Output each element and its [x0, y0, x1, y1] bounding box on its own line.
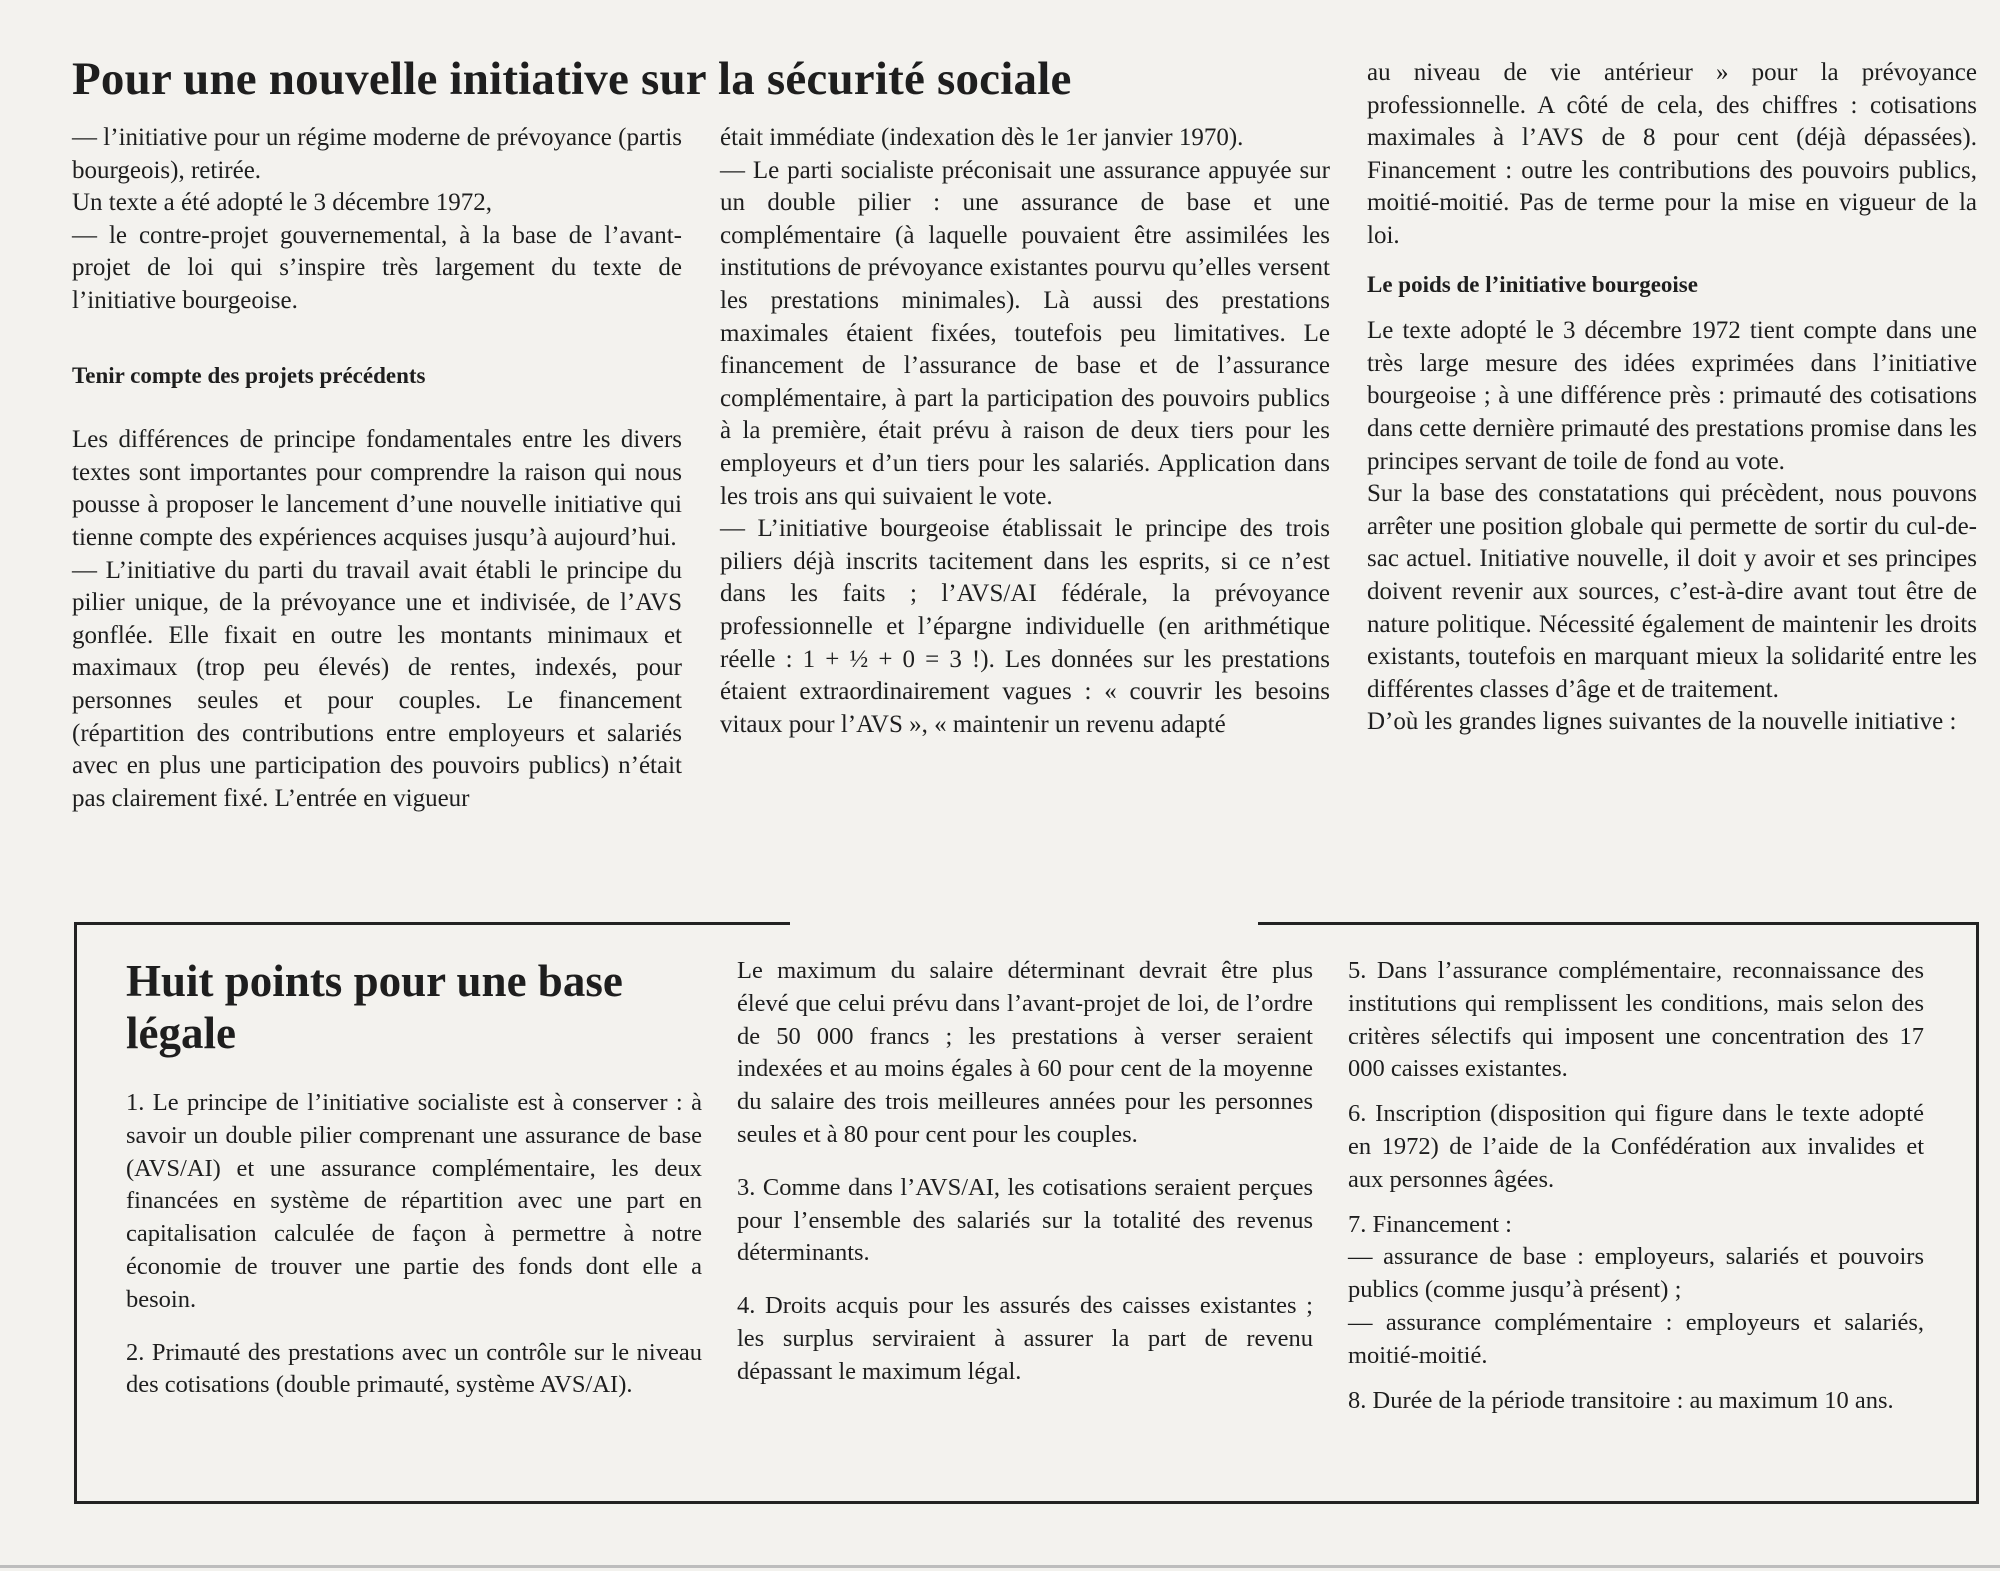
point-3: 3. Comme dans l’AVS/AI, les cotisations seraient perçues pour l’ensemble des salariés sur la totalité des revenus déterminants. [737, 1173, 1313, 1267]
subheading: Tenir compte des projets précédents [72, 362, 426, 388]
point-5: 5. Dans l’assurance complémentaire, reconnaissance des institutions qui remplissent les conditions, mais selon des critères sélectifs qui imposent une concentration des 17 000 caisses existantes. [1348, 957, 1924, 1083]
paragraph: Sur la base des constatations qui précèdent, nous pouvons arrêter une position globale qui permette de sortir du cul-de-sac actuel. Initiative nouvelle, il doit y avoir et ses principes doivent revenir aux sources, c’est-à-dire avant tout être de nature politique. Nécessité également de maintenir les droits existants, toutefois en marquant mieux la solidarité entre les différentes classes d’âge et de traitement. [1367, 480, 1977, 703]
subheading: Le poids de l’initiative bourgeoise [1367, 271, 1698, 297]
point-7-item-b: — assurance complémentaire : employeurs et salariés, moitié-moitié. [1348, 1308, 1924, 1369]
article-title: Pour une nouvelle initiative sur la sécurité sociale [72, 53, 1072, 105]
paragraph: — L’initiative bourgeoise établissait le principe des trois piliers déjà inscrits tacitement dans les esprits, si ce n’est dans les faits ; l’AVS/AI fédérale, la prévoyance professionnelle et l’épargne individuelle (en arithmétique réelle : 1 + ½ + 0 = 3 !). Les données sur les prestations étaient extraordinairement vagues : « couvrir les besoins vitaux pour l’AVS », « maintenir un revenu adapté [720, 515, 1330, 738]
point-6: 6. Inscription (disposition qui figure dans le texte adopté en 1972) de l’aide de la Confédération aux invalides et aux personnes âgées. [1348, 1100, 1924, 1193]
paragraph: Le texte adopté le 3 décembre 1972 tient compte dans une très large mesure des idées exprimées dans l’initiative bourgeoise ; à une différence près : primauté des cotisations dans cette dernière primauté des prestations promise dans les principes servant de toile de fond au vote. [1367, 317, 1977, 475]
paragraph: Un texte a été adopté le 3 décembre 1972, [72, 189, 492, 217]
paragraph: était immédiate (indexation dès le 1er janvier 1970). [720, 124, 1244, 151]
article-column-1 [72, 122, 682, 815]
point-7: 7. Financement : [1348, 1210, 1512, 1238]
article-column-3 [1367, 57, 1977, 739]
paragraph: — L’initiative du parti du travail avait établi le principe du pilier unique, de la prévoyance une et indivisée, de l’AVS gonflée. Elle fixait en outre les montants minimaux et maximaux (trop peu élevés) de rentes, indexés, pour personnes seules et pour couples. Le financement (répartition des contributions entre employeurs et salariés avec en plus une participation des pouvoirs publics) n’était pas clairement fixé. L’entrée en vigueur [72, 556, 682, 812]
box-column-1 [126, 1087, 702, 1402]
box-column-2 [737, 955, 1313, 1389]
paragraph: D’où les grandes lignes suivantes de la nouvelle initiative : [1367, 708, 1957, 736]
point-2-continued: Le maximum du salaire déterminant devrait être plus élevé que celui prévu dans l’avant-projet de loi, de l’ordre de 50 000 francs ; les prestations à verser seraient indexées et au moins égales à 60 pour cent de la moyenne du salaire des trois meilleures années pour les personnes seules et à 80 pour cent pour les couples. [737, 957, 1313, 1148]
page-bottom-rule [0, 1565, 2000, 1568]
paragraph: — Le parti socialiste préconisait une assurance appuyée sur un double pilier : une assurance de base et une complémentaire (à laquelle pouvaient être assimilées les institutions de prévoyance existantes pourvu qu’elles versent les prestations minimales). Là aussi des prestations maximales étaient fixées, toutefois peu limitatives. Le financement de l’assurance de base et de l’assurance complémentaire, à part la participation des pouvoirs publics à la première, était prévu à raison de deux tiers pour les employeurs et d’un tiers pour les salariés. Application dans les trois ans qui suivaient le vote. [720, 156, 1330, 510]
paragraph: — l’initiative pour un régime moderne de prévoyance (partis bourgeois), retirée. [72, 124, 682, 184]
paragraph: Les différences de principe fondamentales entre les divers textes sont importantes pour comprendre la raison qui nous pousse à proposer le lancement d’une nouvelle initiative qui tienne compte des expériences acquises jusqu’à aujourd’hui. [72, 426, 682, 551]
point-4: 4. Droits acquis pour les assurés des caisses existantes ; les surplus serviraient à assurer la part de revenu dépassant le maximum légal. [737, 1292, 1313, 1385]
paragraph: au niveau de vie antérieur » pour la prévoyance professionnelle. A côté de cela, des chiffres : cotisations maximales à l’AVS de 8 pour cent (déjà dépassées). Financement : outre les contributions des pouvoirs publics, moitié-moitié. Pas de terme pour la mise en vigueur de la loi. [1367, 59, 1977, 249]
article-column-2 [720, 122, 1330, 741]
point-7-item-a: — assurance de base : employeurs, salariés et pouvoirs publics (comme jusqu’à présent) ; [1348, 1243, 1924, 1304]
point-8: 8. Durée de la période transitoire : au maximum 10 ans. [1348, 1386, 1894, 1414]
point-2: 2. Primauté des prestations avec un contrôle sur le niveau des cotisations (double primauté, système AVS/AI). [126, 1338, 702, 1399]
paragraph: — le contre-projet gouvernemental, à la base de l’avant-projet de loi qui s’inspire très largement du texte de l’initiative bourgeoise. [72, 221, 682, 314]
point-1: 1. Le principe de l’initiative socialiste est à conserver : à savoir un double pilier comprenant une assurance de base (AVS/AI) et une assurance complémentaire, les deux financées en système de répartition avec une part en capitalisation calculée de façon à permettre à notre économie de trouver une partie des fonds dont elle a besoin. [126, 1089, 702, 1313]
box-column-3 [1348, 955, 1924, 1417]
box-title: Huit points pour une base légale [126, 956, 623, 1058]
